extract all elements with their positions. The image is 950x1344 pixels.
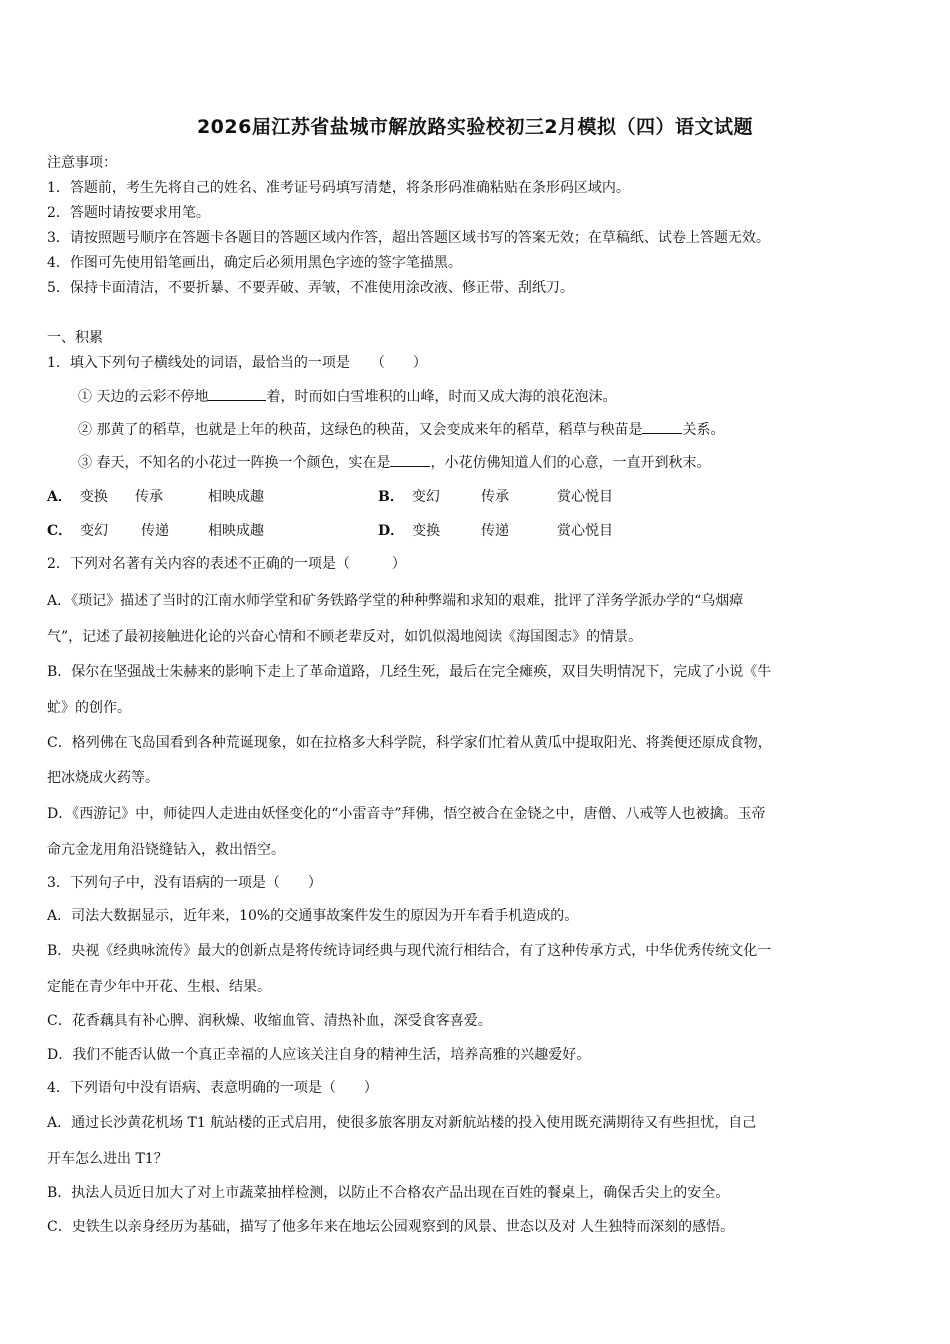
q4-option-c: C．史铁生以亲身经历为基础，描写了他多年来在地坛公园观察到的风景、世态以及对 人生独特而深刻的感悟。 xyxy=(47,1219,735,1235)
option-label: B． xyxy=(378,489,404,505)
q1-option-c-word-2: 传递 xyxy=(141,523,169,539)
q1-option-c xyxy=(47,520,108,540)
exam-title: 2026届江苏省盐城市解放路实验校初三2月模拟（四）语文试题 xyxy=(196,116,754,138)
q2-option-a-line-2: 气”，记述了最初接触进化论的兴奋心情和不顾老辈反对，如饥似渴地阅读《海国图志》的情景。 xyxy=(47,629,643,645)
q2-option-a-line-1: A．《琐记》描述了当时的江南水师学堂和矿务铁路学堂的种种弊端和求知的艰难，批评了洋务学派办学的“乌烟瘴 xyxy=(47,593,744,609)
q3-option-b-line-1: B．央视《经典咏流传》最大的创新点是将传统诗词经典与现代流行相结合，有了这种传承方式，中华优秀传统文化一 xyxy=(47,943,772,959)
q1-s2-part-a: ② 那黄了的稻草，也就是上年的秧苗，这绿色的秧苗，又会变成来年的稻草，稻草与秧苗是 xyxy=(78,422,643,438)
notice-item-2: 2．答题时请按要求用笔。 xyxy=(47,205,210,221)
option-label: C． xyxy=(47,523,73,539)
q1-s1-part-b: 着，时而如白雪堆积的山峰，时而又成大海的浪花泡沫。 xyxy=(266,389,617,405)
q1-s3-part-b: ，小花仿佛知道人们的心意，一直开到秋末。 xyxy=(430,455,711,471)
q1-sentence-3 xyxy=(78,452,710,472)
notice-heading: 注意事项： xyxy=(47,155,117,171)
q4-option-a-line-1: A．通过长沙黄花机场 T1 航站楼的正式启用，使很多旅客朋友对新航站楼的投入使用既充满期待又有些担忧，自己 xyxy=(47,1115,757,1131)
q1-option-d xyxy=(378,520,440,540)
q3-option-d: D．我们不能否认做一个真正幸福的人应该关注自身的精神生活，培养高雅的兴趣爱好。 xyxy=(47,1047,591,1063)
q4-option-b: B．执法人员近日加大了对上市蔬菜抽样检测，以防止不合格农产品出现在百姓的餐桌上，确保舌尖上的安全。 xyxy=(47,1185,730,1201)
q1-stem: 1．填入下列句子横线处的词语，最恰当的一项是 （ ） xyxy=(47,355,427,371)
q4-option-a-line-2: 开车怎么进出 T1？ xyxy=(47,1151,168,1167)
q2-option-b-line-1: B．保尔在坚强战士朱赫来的影响下走上了革命道路，几经生死，最后在完全瘫痪，双目失明情况下，完成了小说《牛 xyxy=(47,664,772,680)
q1-s3-part-a: ③ 春天，不知名的小花过一阵换一个颜色，实在是 xyxy=(78,455,391,471)
option-word-1: 变换 xyxy=(412,523,441,539)
option-label: D． xyxy=(378,523,405,539)
q1-option-a xyxy=(47,486,108,506)
q2-option-d-line-2: 命亢金龙用角沿铙缝钻入，救出悟空。 xyxy=(47,842,285,858)
q1-option-b-word-3: 赏心悦目 xyxy=(557,489,613,505)
q1-s1-part-a: ① 天边的云彩不停地 xyxy=(78,389,209,405)
option-word-1: 变幻 xyxy=(411,489,440,505)
notice-item-4: 4．作图可先使用铅笔画出，确定后必须用黑色字迹的签字笔描黑。 xyxy=(47,255,462,271)
q1-option-b xyxy=(378,486,440,506)
answer-blank xyxy=(390,465,430,467)
q3-option-b-line-2: 定能在青少年中开花、生根、结果。 xyxy=(47,979,271,995)
q3-option-a: A．司法大数据显示，近年来，10%的交通事故案件发生的原因为开车看手机造成的。 xyxy=(47,908,579,924)
option-label: A． xyxy=(47,489,72,505)
q2-option-c-line-2: 把冰烧成火药等。 xyxy=(47,770,159,786)
notice-item-5: 5．保持卡面清洁，不要折暴、不要弄破、弄皱，不准使用涂改液、修正带、刮纸刀。 xyxy=(47,280,574,296)
option-word-1: 变换 xyxy=(79,489,108,505)
q1-option-b-word-2: 传承 xyxy=(481,489,509,505)
notice-item-1: 1．答题前，考生先将自己的姓名、准考证号码填写清楚，将条形码准确粘贴在条形码区域内。 xyxy=(47,180,630,196)
q1-s2-part-b: 关系。 xyxy=(682,422,725,438)
q4-stem: 4．下列语句中没有语病、表意明确的一项是（ ） xyxy=(47,1080,378,1096)
q2-option-c-line-1: C．格列佛在飞岛国看到各种荒诞现象，如在拉格多大科学院，科学家们忙着从黄瓜中提取阳光、将粪便还原成食物， xyxy=(47,735,772,751)
q3-stem: 3．下列句子中，没有语病的一项是（ ） xyxy=(47,875,322,891)
answer-blank xyxy=(208,399,266,401)
q1-option-a-word-2: 传承 xyxy=(135,489,163,505)
q1-option-c-word-3: 相映成趣 xyxy=(208,523,264,539)
q1-sentence-2 xyxy=(78,419,724,439)
q2-stem: 2．下列对名著有关内容的表述不正确的一项是（ ） xyxy=(47,556,406,572)
notice-item-3: 3．请按照题号顺序在答题卡各题目的答题区域内作答，超出答题区域书写的答案无效；在草稿纸、试卷上答题无效。 xyxy=(47,230,770,246)
q1-option-d-word-2: 传递 xyxy=(481,523,509,539)
answer-blank xyxy=(642,432,682,434)
q1-option-d-word-3: 赏心悦目 xyxy=(557,523,613,539)
q2-option-d-line-1: D．《西游记》中，师徒四人走进由妖怪变化的“小雷音寺”拜佛，悟空被合在金铙之中，唐僧、八戒等人也被擒。玉帝 xyxy=(47,806,766,822)
q3-option-c: C．花香藕具有补心脾、润秋燥、收缩血管、清热补血，深受食客喜爱。 xyxy=(47,1013,492,1029)
q1-option-a-word-3: 相映成趣 xyxy=(208,489,264,505)
q2-option-b-line-2: 虻》的创作。 xyxy=(47,700,131,716)
option-word-1: 变幻 xyxy=(80,523,109,539)
section-heading: 一、积累 xyxy=(47,330,103,346)
q1-sentence-1 xyxy=(78,386,616,406)
